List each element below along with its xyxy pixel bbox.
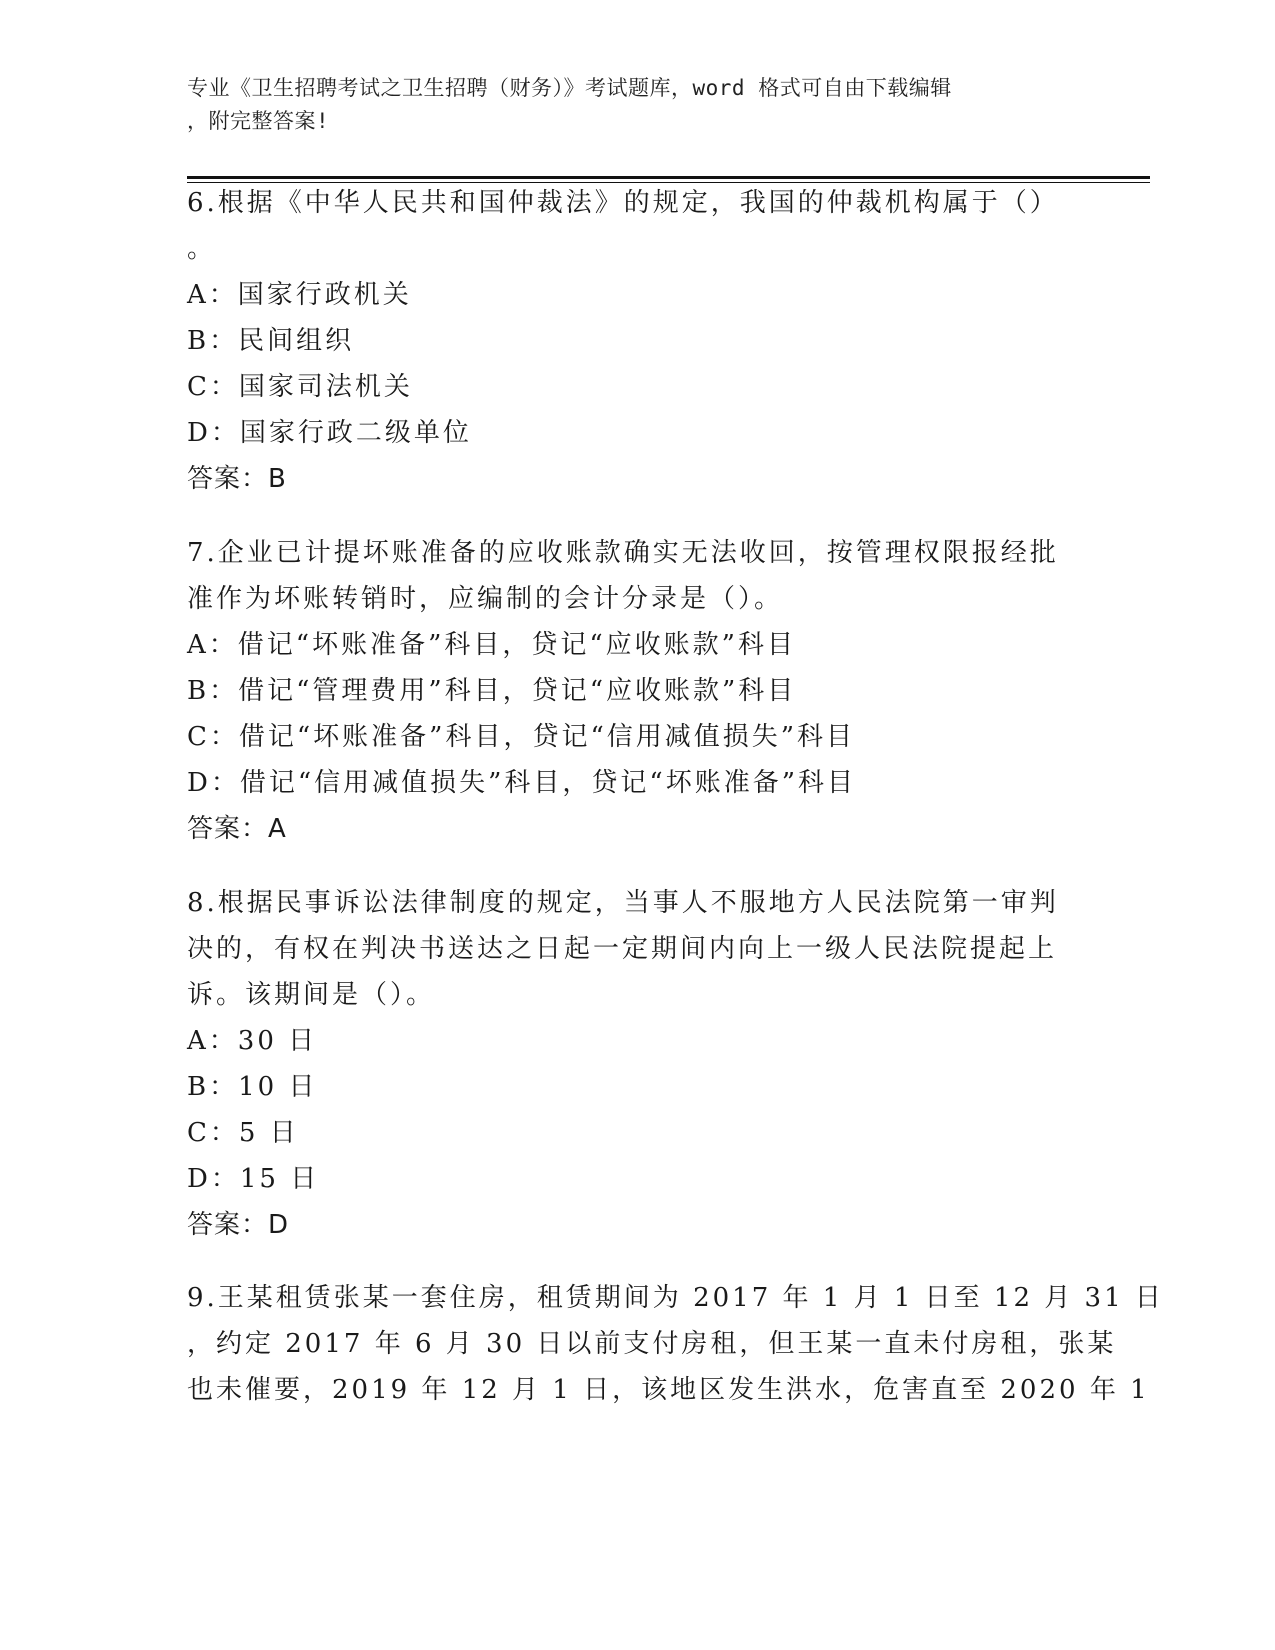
- option-d: D：借记“信用减值损失”科目，贷记“坏账准备”科目: [187, 768, 857, 798]
- stem-line: 7.企业已计提坏账准备的应收账款确实无法收回，按管理权限报经批: [187, 538, 1059, 568]
- stem-line: 8.根据民事诉讼法律制度的规定，当事人不服地方人民法院第一审判: [187, 888, 1059, 918]
- question-stem: [187, 880, 1067, 1018]
- option-a: A：30 日: [187, 1026, 318, 1056]
- question-9: [187, 1275, 1164, 1413]
- header-line-2: ，附完整答案!: [187, 109, 330, 133]
- question-stem: [187, 180, 1067, 272]
- question-7: [187, 530, 1067, 852]
- stem-line: 6.根据《中华人民共和国仲裁法》的规定，我国的仲裁机构属于（）: [187, 188, 1059, 218]
- answer-label: 答案：D: [187, 1210, 290, 1240]
- stem-line: 也未催要，2019 年 12 月 1 日，该地区发生洪水，危害直至 2020 年 1: [187, 1375, 1150, 1405]
- header-divider-thick: [187, 176, 1150, 179]
- option-b: B：10 日: [187, 1072, 318, 1102]
- question-stem: [187, 1275, 1164, 1413]
- stem-line: 决的，有权在判决书送达之日起一定期间内向上一级人民法院提起上: [187, 934, 1058, 964]
- option-a: A：国家行政机关: [187, 280, 412, 310]
- answer-label: 答案：B: [187, 464, 287, 494]
- option-c: C：借记“坏账准备”科目，贷记“信用减值损失”科目: [187, 722, 856, 752]
- question-8: [187, 880, 1067, 1248]
- question-6: [187, 180, 1067, 502]
- document-header: [187, 72, 1067, 138]
- option-b: B：民间组织: [187, 326, 355, 356]
- option-c: C：5 日: [187, 1118, 299, 1148]
- option-d: D：国家行政二级单位: [187, 418, 472, 448]
- stem-line: 准作为坏账转销时，应编制的会计分录是（）。: [187, 584, 784, 614]
- stem-line: 。: [187, 234, 217, 264]
- question-stem: [187, 530, 1067, 622]
- stem-line: 9.王某租赁张某一套住房，租赁期间为 2017 年 1 月 1 日至 12 月 31 日: [187, 1283, 1164, 1313]
- option-c: C：国家司法机关: [187, 372, 413, 402]
- option-a: A：借记“坏账准备”科目，贷记“应收账款”科目: [187, 630, 796, 660]
- stem-line: ，约定 2017 年 6 月 30 日以前支付房租，但王某一直未付房租，张某: [187, 1329, 1117, 1359]
- option-b: B：借记“管理费用”科目，贷记“应收账款”科目: [187, 676, 797, 706]
- answer-label: 答案：A: [187, 814, 287, 844]
- option-d: D：15 日: [187, 1164, 320, 1194]
- stem-line: 诉。该期间是（）。: [187, 980, 436, 1010]
- header-line-1: 专业《卫生招聘考试之卫生招聘（财务）》考试题库，word 格式可自由下载编辑: [187, 76, 952, 100]
